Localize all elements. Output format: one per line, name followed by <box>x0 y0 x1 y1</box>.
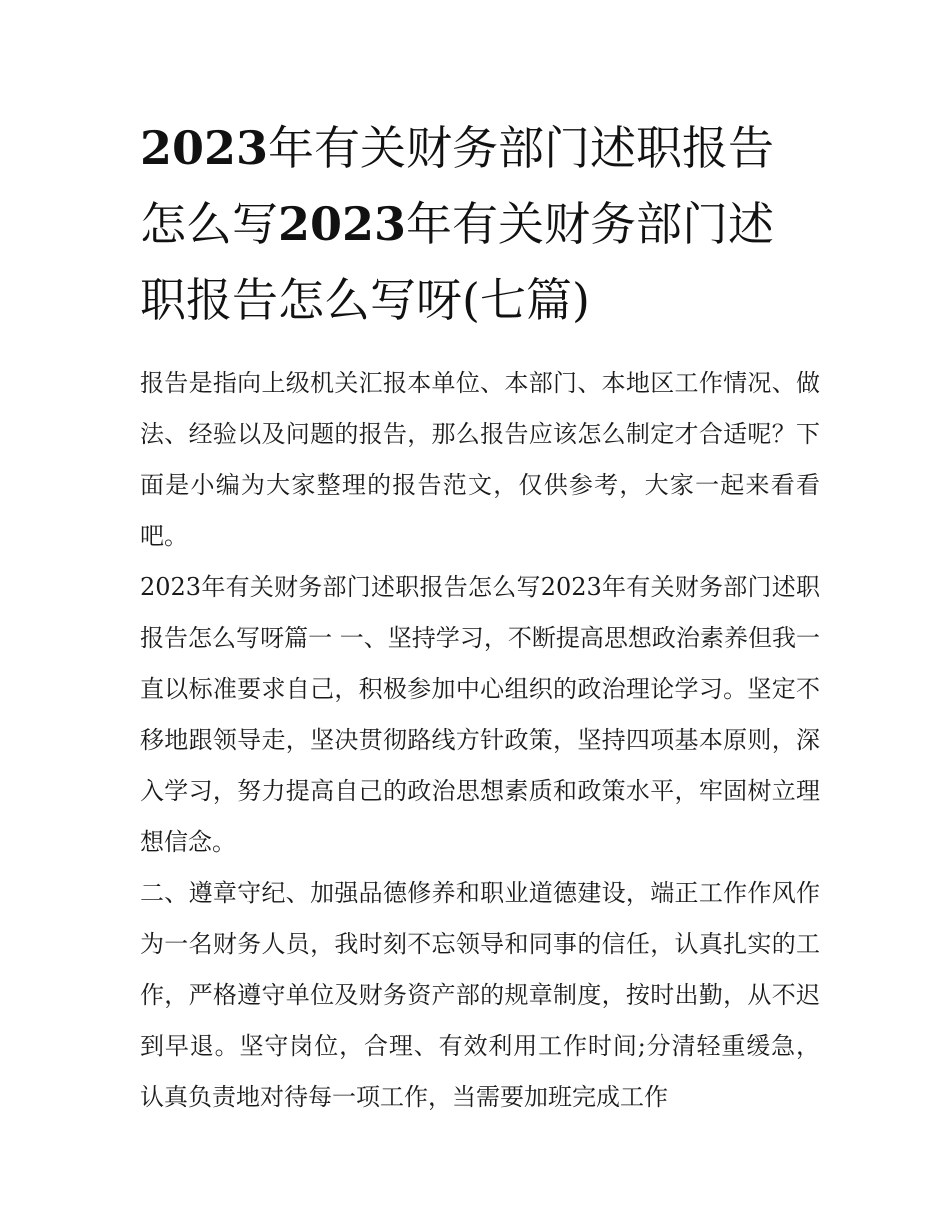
body-paragraph-2: 二、遵章守纪、加强品德修养和职业道德建设，端正工作作风作为一名财务人员，我时刻不忘领导和同事的信任，认真扎实的工作，严格遵守单位及财务资产部的规章制度，按时出勤，从不迟到早退。坚守岗位，合理、有效利用工作时间;分清轻重缓急，认真负责地对待每一项工作，当需要加班完成工作 <box>140 879 820 1111</box>
intro-paragraph: 报告是指向上级机关汇报本单位、本部门、本地区工作情况、做法、经验以及问题的报告，那么报告应该怎么制定才合适呢？下面是小编为大家整理的报告范文，仅供参考，大家一起来看看吧。 <box>140 369 820 550</box>
title-text-2: 年有关财务部门述职报告怎么写呀(七篇) <box>140 197 775 327</box>
title-year-2: 2023 <box>278 197 407 251</box>
document-page <box>140 110 820 1123</box>
body-paragraph-1: 2023年有关财务部门述职报告怎么写2023年有关财务部门述职报告怎么写呀篇一 一、坚持学习，不断提高思想政治素养但我一直以标准要求自己，积极参加中心组织的政治理论学习。坚定不移地跟领导走，坚决贯彻路线方针政策，坚持四项基本原则，深入学习，努力提高自己的政治思想素质和政策水平，牢固树立理想信念。 <box>140 573 820 856</box>
title-year-1: 2023 <box>140 121 269 175</box>
title-text-1: 年有关财务部门述职报告怎么写 <box>140 121 775 251</box>
document-title <box>140 110 820 338</box>
